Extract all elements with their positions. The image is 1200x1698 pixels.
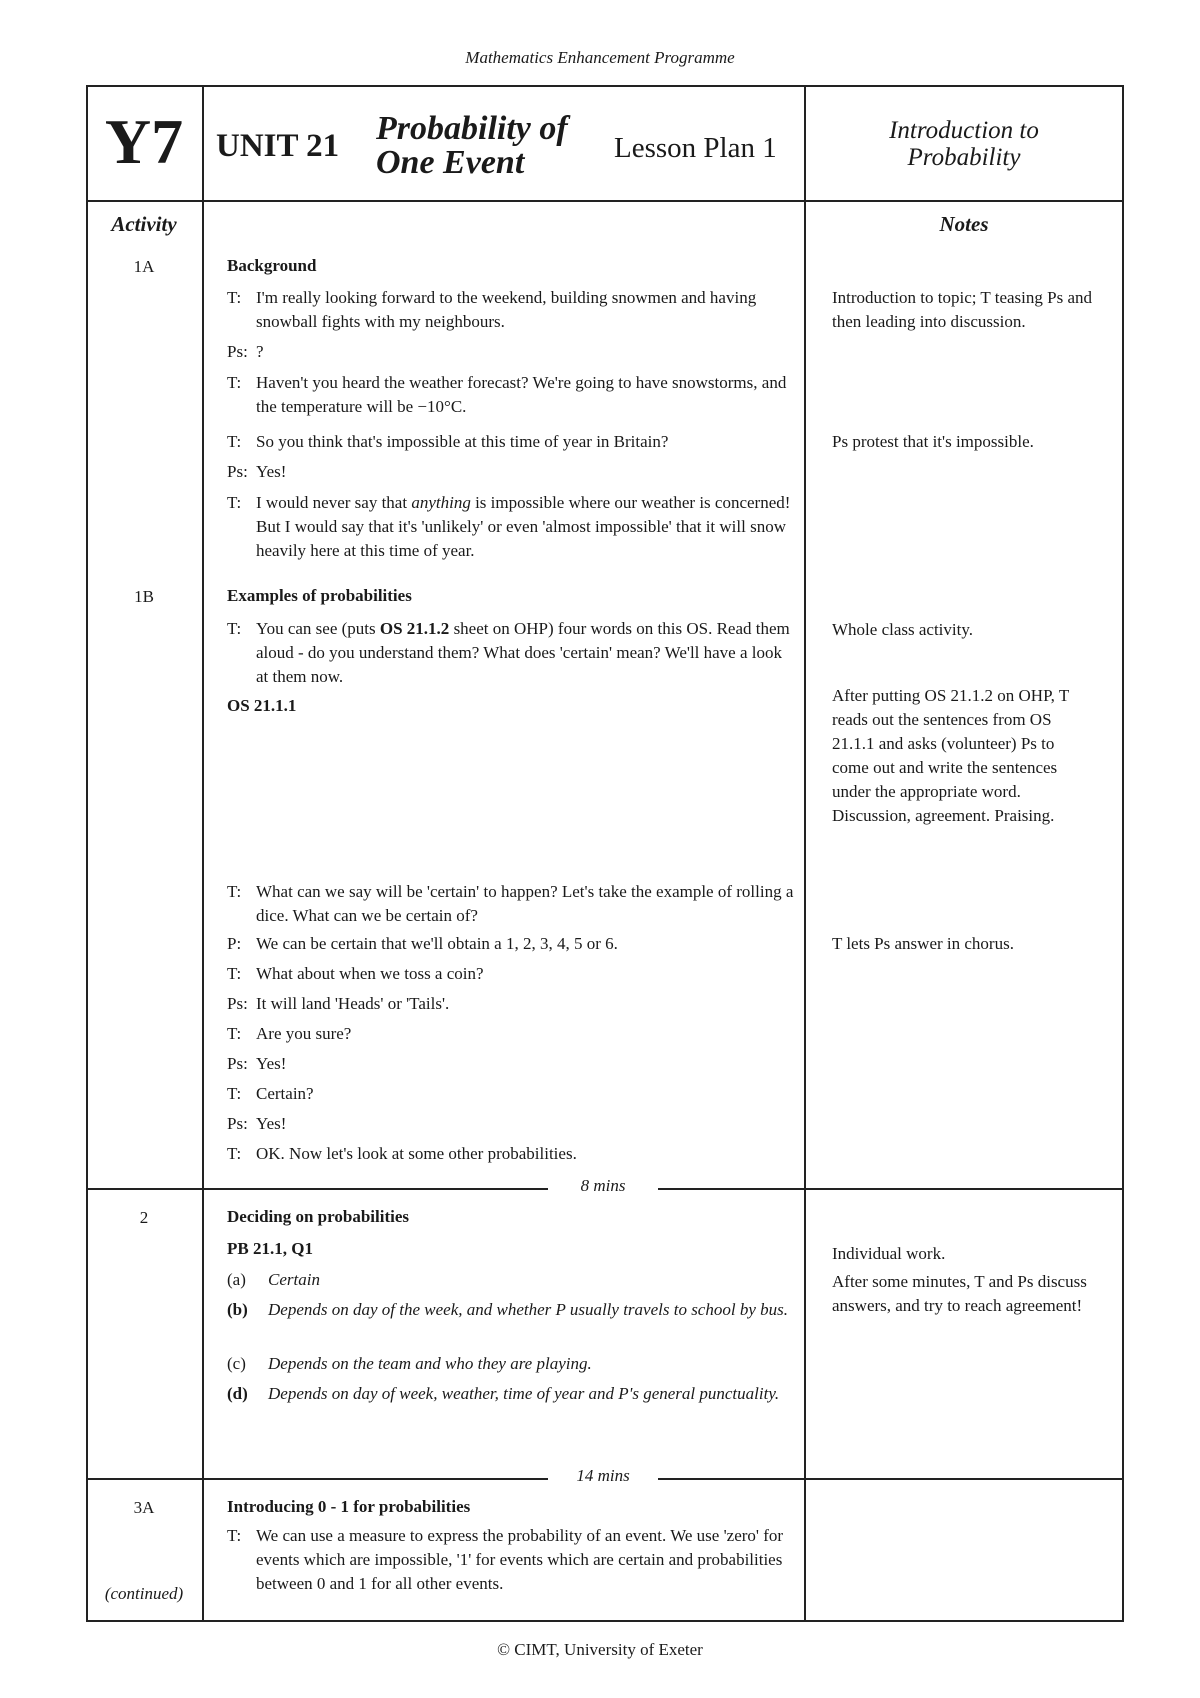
activity-1b: 1B	[134, 587, 154, 606]
dialogue-line: What can we say will be 'certain' to happen? Let's take the example of rolling a dice. What can we be certain of?	[256, 882, 794, 925]
frame-bottom	[86, 1620, 1124, 1622]
os-label: OS 21.1.1	[227, 696, 297, 715]
title-divider	[86, 200, 1124, 202]
copyright-footer: © CIMT, University of Exeter	[497, 1640, 703, 1659]
dialogue-line: ?	[256, 342, 264, 361]
unit-label: UNIT 21	[216, 128, 340, 164]
speaker: T:	[227, 882, 242, 901]
dialogue-line: I'm really looking forward to the weekend, building snowmen and having snowball fights with my neighbours.	[256, 288, 757, 331]
heading-background: Background	[227, 256, 317, 275]
heading-examples: Examples of probabilities	[227, 586, 412, 605]
dialogue-line: OK. Now let's look at some other probabilities.	[256, 1144, 577, 1163]
frame-left	[86, 85, 88, 1622]
continued-label: (continued)	[104, 1584, 184, 1603]
text-part: is impossible where our weather is concerned! But I would say that it's 'unlikely' or even 'almost impossible' that it will snow heavily here at this time of year.	[256, 493, 791, 560]
speaker: T:	[227, 493, 242, 512]
answer-text: Depends on day of the week, and whether P usually travels to school by bus.	[268, 1300, 788, 1319]
answer-label: (c)	[227, 1354, 246, 1373]
speaker: T:	[227, 1144, 242, 1163]
frame-top	[86, 85, 1124, 87]
col-divider-2	[804, 85, 806, 1620]
activity-1a: 1A	[133, 257, 155, 276]
speaker: P:	[227, 934, 242, 953]
note-individual: Individual work.	[832, 1244, 946, 1263]
dialogue-line: Certain?	[256, 1084, 314, 1103]
speaker: T:	[227, 373, 242, 392]
note-chorus: T lets Ps answer in chorus.	[832, 934, 1014, 953]
pb-reference: PB 21.1, Q1	[227, 1239, 313, 1258]
note-intro: Introduction to topic; T teasing Ps and then leading into discussion.	[832, 288, 1093, 331]
speaker: T:	[227, 1526, 242, 1545]
unit-title-line1: Probability of	[376, 110, 568, 147]
text-part: sheet on OHP) four words on this OS. Read them aloud - do you understand them? What does 'certain' mean? We'll have a look at them now.	[256, 619, 790, 686]
text-emphasis: anything	[411, 493, 471, 512]
speaker: T:	[227, 1024, 242, 1043]
text-part: You can see (puts	[256, 619, 380, 638]
dialogue-line	[256, 491, 796, 563]
answer-text: Depends on the team and who they are playing.	[268, 1354, 592, 1373]
dialogue-line: Are you sure?	[256, 1024, 352, 1043]
speaker: T:	[227, 964, 242, 983]
speaker: Ps:	[227, 1114, 248, 1133]
speaker: T:	[227, 619, 242, 638]
note-ohp: After putting OS 21.1.2 on OHP, T reads out the sentences from OS 21.1.1 and asks (volunteer) Ps to come out and write the sentences under the appropriate word. Discussion, agreement. Praising.	[832, 686, 1069, 825]
dialogue-line: It will land 'Heads' or 'Tails'.	[256, 994, 450, 1013]
heading-introducing: Introducing 0 - 1 for probabilities	[227, 1497, 471, 1516]
unit-title	[376, 112, 568, 180]
notes-column-header: Notes	[939, 212, 989, 236]
speaker: Ps:	[227, 1054, 248, 1073]
dialogue-line: Yes!	[256, 1114, 287, 1133]
os-reference: OS 21.1.2	[379, 619, 450, 638]
programme-header: Mathematics Enhancement Programme	[465, 48, 735, 67]
col-divider-1	[202, 85, 204, 1620]
activity-2: 2	[139, 1208, 149, 1227]
year-label: Y7	[104, 106, 184, 177]
dialogue-line: What about when we toss a coin?	[256, 964, 484, 983]
dialogue-line: We can be certain that we'll obtain a 1, 2, 3, 4, 5 or 6.	[256, 934, 618, 953]
time-label-2: 14 mins	[548, 1466, 658, 1486]
dialogue-line: We can use a measure to express the probability of an event. We use 'zero' for events which are impossible, '1' for events which are certain and probabilities between 0 and 1 for all other events.	[256, 1526, 784, 1593]
note-protest: Ps protest that it's impossible.	[832, 432, 1034, 451]
note-whole-class: Whole class activity.	[832, 620, 973, 639]
answer-text: Certain	[268, 1270, 320, 1289]
speaker: Ps:	[227, 342, 248, 361]
answer-label: (d)	[227, 1384, 248, 1403]
frame-right	[1122, 85, 1124, 1622]
speaker: T:	[227, 1084, 242, 1103]
lesson-plan-label: Lesson Plan 1	[614, 132, 777, 164]
note-discuss: After some minutes, T and Ps discuss answers, and try to reach agreement!	[832, 1272, 1087, 1315]
dialogue-line: Yes!	[256, 1054, 287, 1073]
speaker: Ps:	[227, 994, 248, 1013]
answer-label: (a)	[227, 1270, 246, 1289]
topic-line1: Introduction to	[889, 117, 1039, 144]
answer-label: (b)	[227, 1300, 248, 1319]
topic-title	[806, 117, 1122, 171]
speaker: Ps:	[227, 462, 248, 481]
text-part: I would never say that	[256, 493, 412, 512]
unit-title-line2: One Event	[376, 144, 525, 181]
activity-column-header: Activity	[111, 212, 177, 236]
activity-3a: 3A	[133, 1498, 155, 1517]
dialogue-line: Haven't you heard the weather forecast? We're going to have snowstorms, and the temperature will be −10°C.	[256, 373, 787, 416]
dialogue-line	[256, 617, 796, 689]
dialogue-line: Yes!	[256, 462, 287, 481]
answer-text: Depends on day of week, weather, time of year and P's general punctuality.	[268, 1384, 780, 1403]
topic-line2: Probability	[907, 144, 1021, 171]
speaker: T:	[227, 432, 242, 451]
dialogue-line: So you think that's impossible at this time of year in Britain?	[256, 432, 669, 451]
time-label-1: 8 mins	[548, 1176, 658, 1196]
speaker: T:	[227, 288, 242, 307]
heading-deciding: Deciding on probabilities	[227, 1207, 409, 1226]
